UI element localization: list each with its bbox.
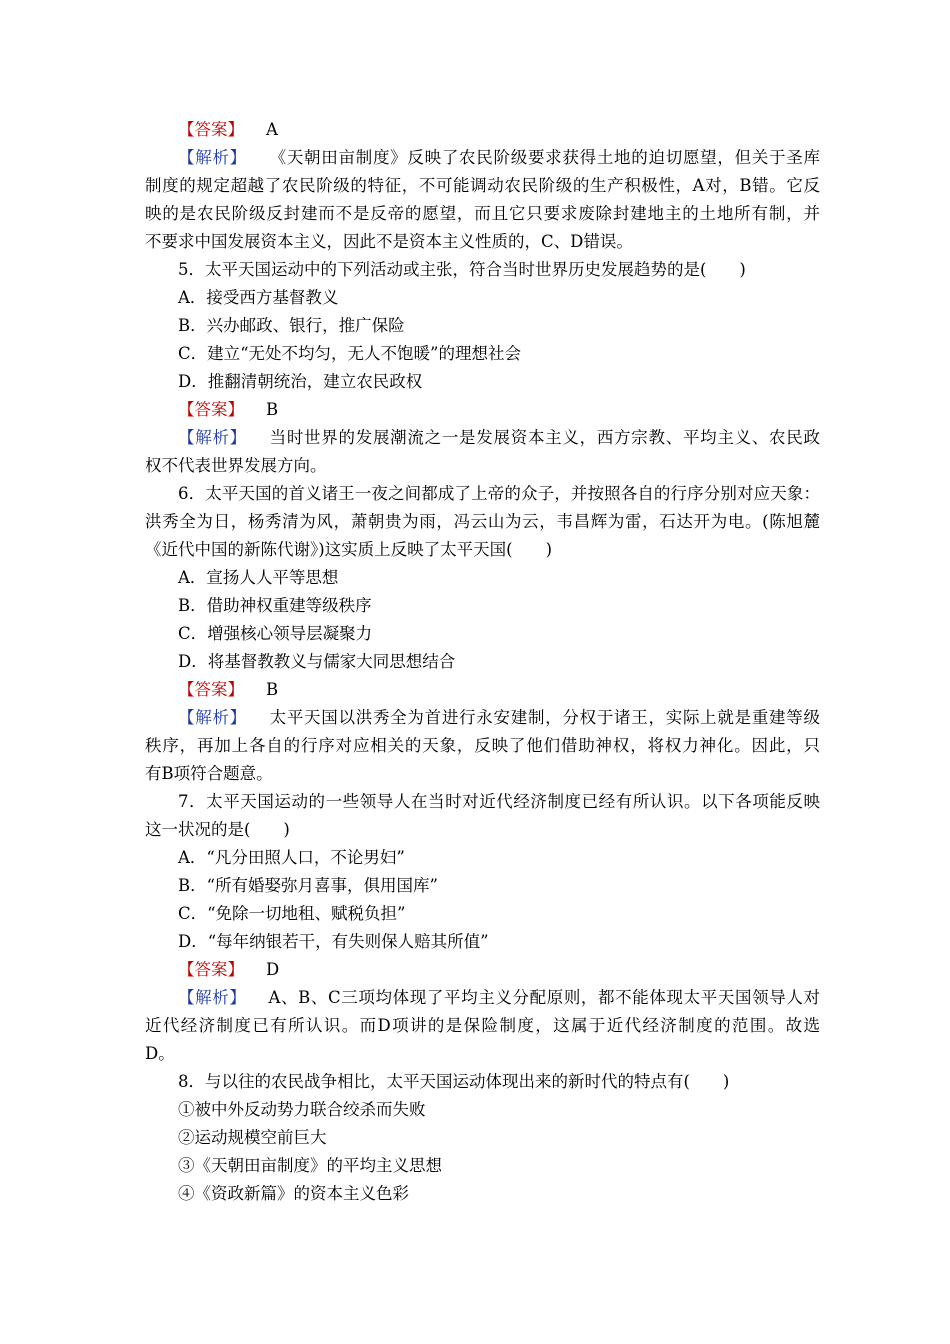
analysis-line-q6-3: 有B项符合题意。 [145,764,273,783]
question-stem-q5: 5．太平天国运动中的下列活动或主张，符合当时世界历史发展趋势的是( ) [178,260,746,279]
analysis-line-q5-2: 权不代表世界发展方向。 [145,456,327,475]
option-q6-a: A．宣扬人人平等思想 [178,568,339,587]
answer-tag: 【答案】 [178,680,244,699]
answer-line-q7 [145,956,820,984]
option-q7-a: A．“凡分田照人口，不论男妇” [178,848,405,867]
document-body [145,116,820,1208]
answer-line-q4 [145,116,820,144]
answer-line-q5 [145,396,820,424]
question-stem-q6-2: 洪秀全为日，杨秀清为风，萧朝贵为雨，冯云山为云，韦昌辉为雷，石达开为电。(陈旭麓 [145,512,820,531]
analysis-tag: 【解析】 [178,708,247,727]
analysis-line-q4-3: 映的是农民阶级反封建而不是反帝的愿望，而且它只要求废除封建地主的土地所有制，并 [145,204,820,223]
analysis-tag: 【解析】 [178,148,247,167]
question-stem-q7-2: 这一状况的是( ) [145,820,290,839]
analysis-tag: 【解析】 [178,988,247,1007]
answer-tag: 【答案】 [178,120,244,139]
question-stem-q6-1: 6．太平天国的首义诸王一夜之间都成了上帝的众子，并按照各自的行序分别对应天象： [178,484,820,503]
option-q8-1: ①被中外反动势力联合绞杀而失败 [178,1100,426,1119]
option-q8-4: ④《资政新篇》的资本主义色彩 [178,1184,409,1203]
answer-value: B [266,400,279,419]
option-q6-d: D．将基督教教义与儒家大同思想结合 [178,652,456,671]
analysis-tag: 【解析】 [178,428,247,447]
answer-value: B [266,680,279,699]
analysis-line-q6-1: 【解析】 太平天国以洪秀全为首进行永安建制，分权于诸王，实际上就是重建等级 [178,708,820,727]
question-stem-q6-3: 《近代中国的新陈代谢》)这实质上反映了太平天国( ) [145,540,553,559]
analysis-line-q4-2: 制度的规定超越了农民阶级的特征，不可能调动农民阶级的生产积极性，A对，B错。它反 [145,176,820,195]
question-stem-q8: 8．与以往的农民战争相比，太平天国运动体现出来的新时代的特点有( ) [178,1072,730,1091]
option-q7-b: B．“所有婚娶弥月喜事，俱用国库” [178,876,438,895]
analysis-line-q5-1: 【解析】 当时世界的发展潮流之一是发展资本主义，西方宗教、平均主义、农民政 [178,428,820,447]
option-q7-d: D．“每年纳银若干，有失则保人赔其所值” [178,932,489,951]
analysis-line-q7-2: 近代经济制度已有所认识。而D项讲的是保险制度，这属于近代经济制度的范围。故选 [145,1016,820,1035]
option-q5-c: C．建立“无处不均匀，无人不饱暖”的理想社会 [178,344,521,363]
analysis-line-q4-4: 不要求中国发展资本主义，因此不是资本主义性质的，C、D错误。 [145,232,633,251]
option-q6-c: C．增强核心领导层凝聚力 [178,624,373,643]
option-q5-d: D．推翻清朝统治，建立农民政权 [178,372,423,391]
question-stem-q7-1: 7．太平天国运动的一些领导人在当时对近代经济制度已经有所认识。以下各项能反映 [178,792,820,811]
answer-tag: 【答案】 [178,960,244,979]
option-q8-3: ③《天朝田亩制度》的平均主义思想 [178,1156,442,1175]
option-q8-2: ②运动规模空前巨大 [178,1128,327,1147]
answer-value: A [266,120,278,139]
option-q5-a: A．接受西方基督教义 [178,288,339,307]
analysis-line-q7-1: 【解析】 A、B、C三项均体现了平均主义分配原则，都不能体现太平天国领导人对 [178,988,820,1007]
answer-value: D [266,960,280,979]
option-q6-b: B．借助神权重建等级秩序 [178,596,372,615]
option-q7-c: C．“免除一切地租、赋税负担” [178,904,406,923]
analysis-line-q4-1: 【解析】 《天朝田亩制度》反映了农民阶级要求获得土地的迫切愿望，但关于圣库 [178,148,820,167]
option-q5-b: B．兴办邮政、银行，推广保险 [178,316,405,335]
analysis-line-q6-2: 秩序，再加上各自的行序对应相关的天象，反映了他们借助神权，将权力神化。因此，只 [145,736,820,755]
analysis-line-q7-3: D。 [145,1044,175,1063]
answer-line-q6 [145,676,820,704]
answer-tag: 【答案】 [178,400,244,419]
